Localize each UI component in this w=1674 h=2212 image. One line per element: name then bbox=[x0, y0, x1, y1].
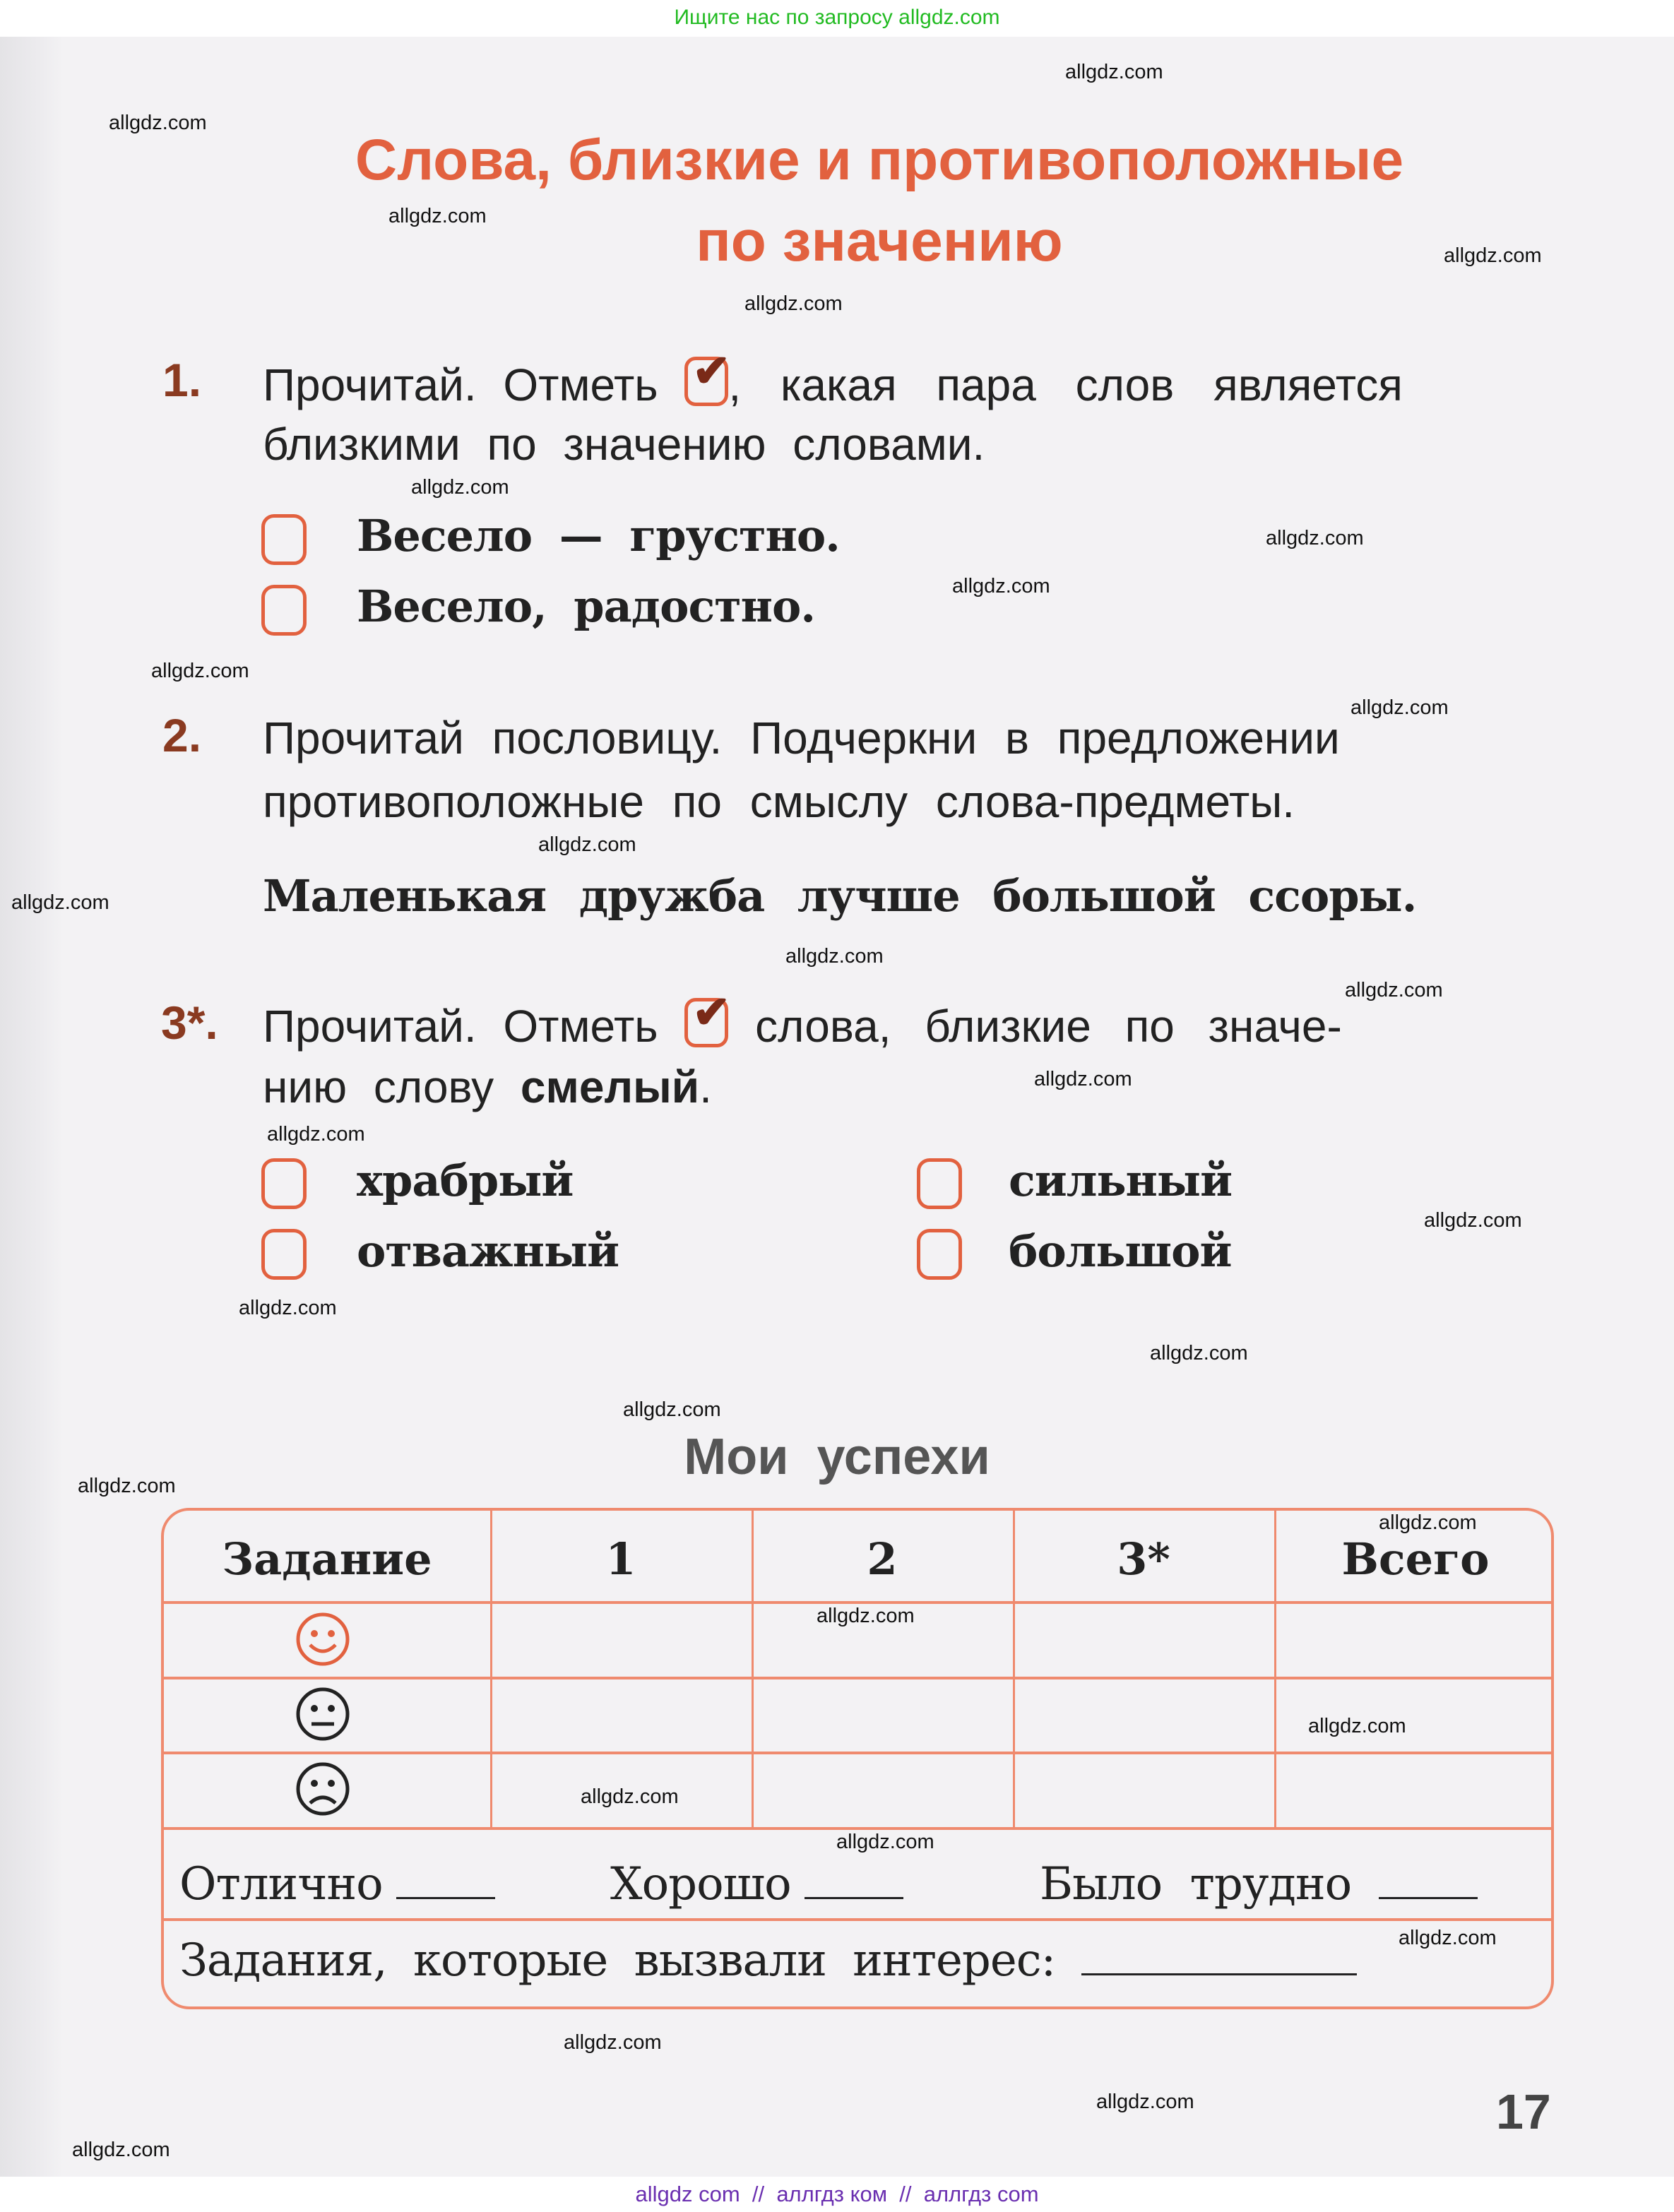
task1-text-b: , какая пара слов является bbox=[728, 359, 1403, 410]
table-divider bbox=[164, 1827, 1551, 1830]
table-divider bbox=[164, 1601, 1551, 1604]
watermark: allgdz.com bbox=[1308, 1715, 1406, 1737]
success-table bbox=[161, 1508, 1554, 2009]
footer-links[interactable]: allgdz com // аллгдз ком // аллгдз com bbox=[0, 2177, 1674, 2212]
task1-instruction-line2: близкими по значению словами. bbox=[263, 419, 985, 470]
task3-option-courageous: отважный bbox=[357, 1225, 619, 1277]
watermark: allgdz.com bbox=[564, 2031, 662, 2054]
option-checkbox[interactable] bbox=[917, 1158, 962, 1209]
option-checkbox[interactable] bbox=[917, 1229, 962, 1280]
task2-instruction-line1: Прочитай пословицу. Подчеркни в предложении bbox=[263, 713, 1340, 763]
watermark: allgdz.com bbox=[1444, 244, 1542, 267]
task3-text-a: Прочитай. Отметь bbox=[263, 1001, 658, 1052]
watermark: allgdz.com bbox=[78, 1475, 176, 1497]
task3-instruction-line2 bbox=[263, 1061, 712, 1113]
page-title-line2: по значению bbox=[696, 209, 1063, 273]
watermark: allgdz.com bbox=[1034, 1068, 1132, 1090]
watermark: allgdz.com bbox=[785, 945, 884, 968]
option-checkbox[interactable] bbox=[261, 585, 307, 636]
page-binding-edge bbox=[0, 37, 64, 2177]
grade-good-label: Хорошо bbox=[610, 1858, 791, 1910]
watermark: allgdz.com bbox=[952, 575, 1050, 597]
watermark: allgdz.com bbox=[109, 112, 207, 134]
table-divider bbox=[164, 1677, 1551, 1679]
watermark: allgdz.com bbox=[744, 292, 843, 315]
watermark: allgdz.com bbox=[11, 891, 109, 914]
success-heading: Мои успехи bbox=[684, 1429, 990, 1485]
header-task: Задание bbox=[222, 1533, 432, 1585]
option-checkbox[interactable] bbox=[261, 1158, 307, 1209]
watermark: allgdz.com bbox=[1424, 1209, 1522, 1232]
watermark: allgdz.com bbox=[1351, 696, 1449, 719]
page-title-line1: Слова, близкие и противоположные bbox=[355, 128, 1404, 192]
interest-line bbox=[179, 1934, 1357, 1987]
task3-option-brave: храбрый bbox=[357, 1155, 574, 1206]
task1-option-1: Весело — грустно. bbox=[357, 510, 840, 561]
watermark: allgdz.com bbox=[1096, 2091, 1194, 2113]
watermark: allgdz.com bbox=[836, 1831, 934, 1853]
watermark: allgdz.com bbox=[267, 1123, 365, 1146]
task2-proverb[interactable]: Маленькая дружба лучше большой ссоры. bbox=[263, 870, 1417, 922]
watermark: allgdz.com bbox=[1266, 527, 1364, 549]
happy-face-icon bbox=[295, 1611, 351, 1667]
table-divider bbox=[164, 1918, 1551, 1921]
watermark: allgdz.com bbox=[538, 833, 636, 856]
check-sample-icon bbox=[684, 987, 730, 1047]
task1-text-a: Прочитай. Отметь bbox=[263, 359, 658, 410]
checkmark-icon: ✔ bbox=[692, 987, 730, 1037]
task3-number: 3*. bbox=[161, 997, 218, 1049]
header-1: 1 bbox=[605, 1533, 636, 1585]
task3-option-strong: сильный bbox=[1009, 1155, 1233, 1206]
grade-good bbox=[610, 1858, 903, 1910]
watermark: allgdz.com bbox=[1065, 61, 1163, 83]
task2-instruction-line2: противоположные по смыслу слова-предметы. bbox=[263, 776, 1295, 827]
task1-option-2: Весело, радостно. bbox=[357, 581, 815, 632]
watermark: allgdz.com bbox=[411, 476, 509, 499]
watermark: allgdz.com bbox=[239, 1297, 337, 1319]
grade-excellent-label: Отлично bbox=[179, 1858, 383, 1910]
grade-hard-label: Было трудно bbox=[1040, 1858, 1352, 1910]
grade-good-blank[interactable] bbox=[805, 1890, 903, 1899]
task3-text-c: нию слову bbox=[263, 1062, 521, 1112]
grade-excellent bbox=[179, 1858, 495, 1910]
watermark: allgdz.com bbox=[581, 1785, 679, 1808]
watermark: allgdz.com bbox=[623, 1398, 721, 1421]
task3-instruction-line1 bbox=[263, 987, 1342, 1052]
interest-blank[interactable] bbox=[1081, 1966, 1357, 1975]
top-banner: Ищите нас по запросу allgdz.com bbox=[0, 0, 1674, 37]
header-2: 2 bbox=[867, 1533, 898, 1585]
task3-text-b: слова, близкие по значе- bbox=[755, 1001, 1342, 1052]
watermark: allgdz.com bbox=[1345, 979, 1443, 1001]
option-checkbox[interactable] bbox=[261, 1229, 307, 1280]
task3-text-d: . bbox=[699, 1062, 712, 1112]
neutral-face-icon bbox=[295, 1686, 351, 1742]
task2-number: 2. bbox=[162, 709, 202, 761]
grade-hard bbox=[1040, 1858, 1478, 1910]
interest-label: Задания, которые вызвали интерес: bbox=[179, 1934, 1056, 1987]
task3-keyword: смелый bbox=[520, 1062, 700, 1112]
check-sample-icon bbox=[684, 345, 730, 406]
table-divider bbox=[164, 1752, 1551, 1754]
watermark: allgdz.com bbox=[1150, 1342, 1248, 1364]
header-3: 3* bbox=[1117, 1533, 1170, 1585]
grade-excellent-blank[interactable] bbox=[396, 1890, 495, 1899]
task3-option-big: большой bbox=[1009, 1225, 1232, 1277]
watermark: allgdz.com bbox=[817, 1605, 915, 1627]
watermark: allgdz.com bbox=[388, 205, 487, 227]
watermark: allgdz.com bbox=[1379, 1511, 1477, 1534]
task1-number: 1. bbox=[162, 354, 202, 406]
task1-instruction-line1 bbox=[263, 345, 1403, 411]
watermark: allgdz.com bbox=[151, 660, 249, 682]
header-total: Всего bbox=[1341, 1533, 1490, 1585]
page-number: 17 bbox=[1496, 2084, 1551, 2139]
watermark: allgdz.com bbox=[1399, 1927, 1497, 1949]
grade-hard-blank[interactable] bbox=[1379, 1890, 1478, 1899]
checkmark-icon: ✔ bbox=[692, 345, 730, 396]
watermark: allgdz.com bbox=[72, 2139, 170, 2161]
sad-face-icon bbox=[295, 1761, 351, 1817]
option-checkbox[interactable] bbox=[261, 514, 307, 565]
